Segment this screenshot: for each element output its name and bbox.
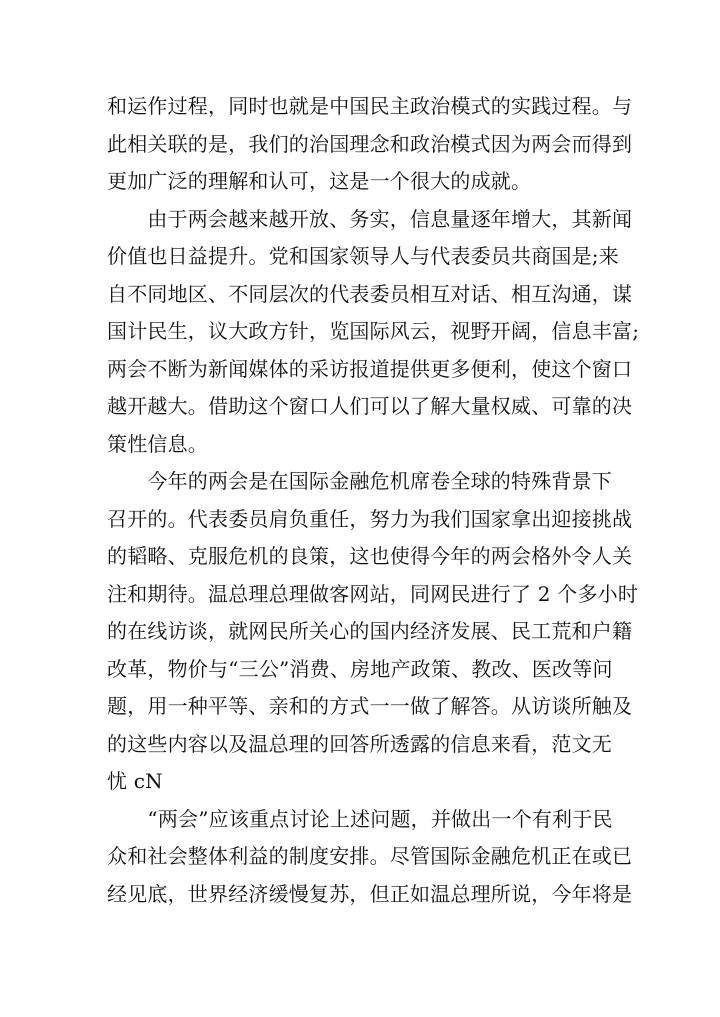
text-line: 国计民生，议大政方针，览国际风云，视野开阔，信息丰富; — [107, 319, 640, 343]
text-line: 经见底，世界经济缓慢复苏，但正如温总理所说，今年将是 — [107, 881, 633, 906]
text-line: 改革，物价与“三公”消费、房地产政策、教改、医改等问 — [107, 656, 613, 681]
text-line: 的这些内容以及温总理的回答所透露的信息来看，范文无 — [107, 731, 612, 756]
text-line: 和运作过程，同时也就是中国民主政治模式的实践过程。与 — [107, 94, 633, 118]
text-line: 的在线访谈，就网民所关心的国内经济发展、民工荒和户籍 — [107, 619, 633, 643]
text-line: 策性信息。 — [107, 431, 208, 456]
text-line: 注和期待。温总理总理做客网站，同网民进行了 2 个多小时 — [107, 581, 639, 606]
text-line: “两会”应该重点讨论上述问题，并做出一个有利于民 — [107, 806, 613, 831]
text-line: 价值也日益提升。党和国家领导人与代表委员共商国是;来 — [107, 244, 619, 268]
document-body — [107, 88, 640, 913]
text-line: 召开的。代表委员肩负重任，努力为我们国家拿出迎接挑战 — [107, 506, 633, 531]
text-line: 由于两会越来越开放、务实，信息量逐年增大，其新闻 — [107, 206, 633, 231]
text-line: 越开越大。借助这个窗口人们可以了解大量权威、可靠的决 — [107, 394, 633, 418]
text-line: 今年的两会是在国际金融危机席卷全球的特殊背景下 — [107, 469, 612, 493]
text-line: 众和社会整体利益的制度安排。尽管国际金融危机正在或已 — [107, 844, 633, 868]
text-line: 题，用一种平等、亲和的方式一一做了解答。从访谈所触及 — [107, 694, 633, 718]
text-line: 自不同地区、不同层次的代表委员相互对话、相互沟通，谋 — [107, 281, 633, 306]
text-line: 的韬略、克服危机的良策，这也使得今年的两会格外令人关 — [107, 544, 633, 568]
text-line: 忧 cN — [107, 769, 163, 793]
text-line: 此相关联的是，我们的治国理念和政治模式因为两会而得到 — [107, 131, 633, 156]
text-line: 更加广泛的理解和认可，这是一个很大的成就。 — [107, 169, 532, 193]
text-line: 两会不断为新闻媒体的采访报道提供更多便利，使这个窗口 — [107, 356, 633, 381]
